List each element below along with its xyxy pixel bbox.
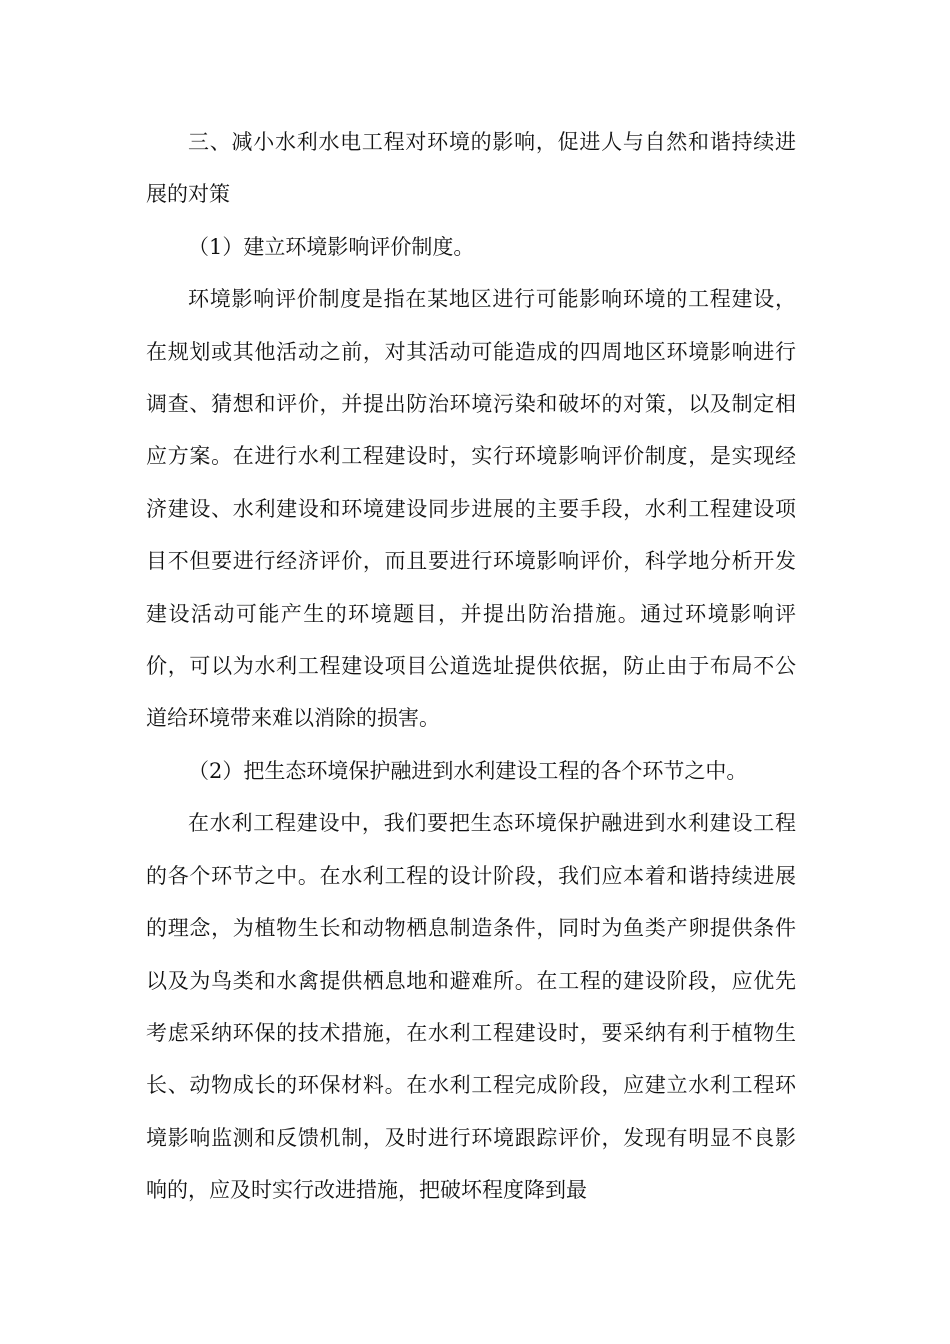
- section-heading: 三、减小水利水电工程对环境的影响，促进人与自然和谐持续进展的对策: [146, 130, 796, 207]
- paragraph-2: 在水利工程建设中，我们要把生态环境保护融进到水利建设工程的各个环节之中。在水利工程的设计阶段，我们应本着和谐持续进展的理念，为植物生长和动物栖息制造条件，同时为鱼类产卵提供条件以及为鸟类和水禽提供栖息地和避难所。在工程的建设阶段，应优先考虑采纳环保的技术措施，在水利工程建设时，要采纳有利于植物生长、动物成长的环保材料。在水利工程完成阶段，应建立水利工程环境影响监测和反馈机制，及时进行环境跟踪评价，发现有明显不良影响的，应及时实行改进措施，把破坏程度降到最: [146, 811, 796, 1203]
- document-body: [146, 116, 796, 1217]
- subheading-2: （2）把生态环境保护融进到水利建设工程的各个环节之中。: [188, 758, 748, 783]
- subheading-1: （1）建立环境影响评价制度。: [188, 234, 475, 259]
- paragraph-1: 环境影响评价制度是指在某地区进行可能影响环境的工程建设，在规划或其他活动之前，对其活动可能造成的四周地区环境影响进行调查、猜想和评价，并提出防治环境污染和破坏的对策，以及制定相应方案。在进行水利工程建设时，实行环境影响评价制度，是实现经济建设、水利建设和环境建设同步进展的主要手段，水利工程建设项目不但要进行经济评价，而且要进行环境影响评价，科学地分析开发建设活动可能产生的环境题目，并提出防治措施。通过环境影响评价，可以为水利工程建设项目公道选址提供依据，防止由于布局不公道给环境带来难以消除的损害。: [146, 287, 796, 731]
